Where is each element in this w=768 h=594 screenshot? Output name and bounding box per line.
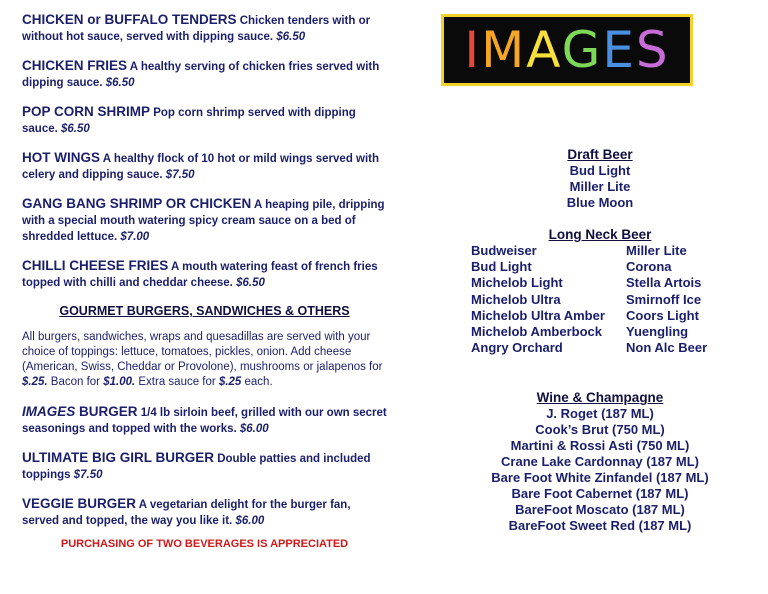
toppings-text-a: All burgers, sandwiches, wraps and quesadillas are served with your choice of toppings: lettuce, tomatoes, pickles, onion. Add cheese (American, Swiss, Cheddar or Provolone), mushrooms or jalapenos for	[22, 331, 383, 373]
sauce-price: $.25	[218, 376, 242, 388]
burger-desc: 1/4 lb sirloin beef, grilled with our own secret seasonings and topped with the works.	[22, 407, 387, 435]
menu-item-title: CHILLI CHEESE FRIES	[22, 258, 169, 273]
menu-item	[22, 150, 387, 183]
burger-title-italic: IMAGES	[22, 404, 76, 419]
bacon-price: $1.00.	[103, 376, 136, 388]
gourmet-section-title: GOURMET BURGERS, SANDWICHES & OTHERS	[59, 304, 350, 318]
menu-item-title: HOT WINGS	[22, 150, 100, 165]
menu-item	[22, 58, 387, 91]
burger-price: $6.00	[239, 423, 269, 435]
logo-letter: A	[526, 21, 562, 79]
menu-item-title: GANG BANG SHRIMP OR CHICKEN	[22, 196, 252, 211]
menu-item-desc: A healthy flock of 10 hot or mild wings served with celery and dipping sauce.	[22, 153, 380, 181]
draft-beer-title: Draft Beer	[567, 147, 633, 162]
menu-item-desc: Chicken tenders with or without hot sauce, served with dipping sauce.	[22, 15, 371, 43]
menu-item	[22, 104, 387, 137]
burger-price: $7.50	[73, 469, 103, 481]
images-logo	[441, 14, 693, 86]
burger-price: $6.00	[235, 515, 265, 527]
draft-beer-item: Blue Moon	[566, 195, 634, 210]
appetizers-column	[22, 12, 387, 550]
long-neck-item: Budweiser	[471, 243, 537, 258]
menu-item-title: CHICKEN or BUFFALO TENDERS	[22, 12, 237, 27]
draft-beer-list	[455, 163, 745, 211]
long-neck-title: Long Neck Beer	[548, 227, 652, 242]
toppings-paragraph	[22, 330, 387, 390]
draft-beer-item: Miller Lite	[569, 179, 631, 194]
long-neck-item: Non Alc Beer	[626, 340, 708, 356]
menu-item-title: POP CORN SHRIMP	[22, 104, 151, 119]
long-neck-item: Miller Lite	[626, 243, 687, 258]
menu-item-desc: Pop corn shrimp served with dipping sauce.	[22, 107, 356, 135]
long-neck-item: Smirnoff Ice	[626, 291, 702, 307]
logo-letter: S	[635, 21, 670, 79]
menu-item-price: $6.50	[236, 277, 265, 289]
logo-wordmark	[464, 21, 670, 79]
long-neck-item: Corona	[626, 259, 672, 275]
long-neck-list	[471, 243, 745, 356]
menu-item-price: $6.50	[276, 31, 306, 43]
draft-beer-item: Bud Light	[569, 163, 631, 178]
menu-item-price: $6.50	[105, 77, 135, 89]
toppings-text-c: Extra sauce for	[135, 376, 219, 388]
drinks-column	[455, 147, 745, 534]
menu-item-price: $7.00	[120, 231, 150, 243]
burger-desc: A vegetarian delight for the burger fan, served and topped, the way you like it.	[22, 499, 351, 527]
long-neck-item: Michelob Light	[471, 275, 563, 291]
menu-item-desc: A mouth watering feast of french fries topped with chilli and cheddar cheese.	[22, 261, 378, 289]
long-neck-item: Michelob Ultra Amber	[471, 307, 605, 323]
burger-item	[22, 496, 387, 529]
long-neck-item: Coors Light	[626, 307, 699, 323]
long-neck-item: Michelob Amberbock	[471, 324, 602, 340]
menu-item	[22, 12, 387, 45]
cheese-price: $.25.	[22, 376, 48, 388]
menu-item	[22, 196, 387, 245]
wine-item: BareFoot Sweet Red (187 ML)	[508, 518, 692, 534]
wine-item: Cook’s Brut (750 ML)	[535, 422, 665, 438]
long-neck-item: Angry Orchard	[471, 340, 563, 356]
wine-item: J. Roget (187 ML)	[546, 406, 654, 422]
toppings-text-b: Bacon for	[47, 376, 104, 388]
beverage-note: PURCHASING OF TWO BEVERAGES IS APPRECIATED	[60, 538, 349, 550]
burger-title: VEGGIE BURGER	[22, 496, 137, 511]
burger-item	[22, 404, 387, 437]
burger-title: ULTIMATE BIG GIRL BURGER	[22, 450, 214, 465]
burger-item	[22, 450, 387, 483]
toppings-text-d: each.	[241, 376, 273, 388]
wine-item: BareFoot Moscato (187 ML)	[515, 502, 685, 518]
wine-item: Martini & Rossi Asti (750 ML)	[510, 438, 690, 454]
logo-letter: I	[464, 21, 482, 79]
wine-list	[455, 406, 745, 534]
menu-item-desc: A healthy serving of chicken fries served with dipping sauce.	[22, 61, 380, 89]
wine-item: Crane Lake Cardonnay (187 ML)	[501, 454, 699, 470]
logo-letter: G	[561, 21, 603, 79]
menu-item-title: CHICKEN FRIES	[22, 58, 128, 73]
wine-item: Bare Foot White Zinfandel (187 ML)	[491, 470, 709, 486]
burger-title: BURGER	[75, 404, 138, 419]
menu-item-price: $6.50	[61, 123, 90, 135]
wine-item: Bare Foot Cabernet (187 ML)	[511, 486, 689, 502]
menu-item-price: $7.50	[165, 169, 195, 181]
logo-letter: E	[602, 21, 636, 79]
menu-item	[22, 258, 387, 291]
long-neck-item: Bud Light	[471, 259, 532, 275]
long-neck-item: Stella Artois	[626, 275, 702, 291]
menu-item-desc: A heaping pile, dripping with a special mouth watering spicy cream sauce on a bed of shredded lettuce.	[22, 199, 385, 243]
long-neck-item: Yuengling	[626, 324, 689, 340]
burger-desc: Double patties and included toppings	[22, 453, 371, 481]
long-neck-item: Michelob Ultra	[471, 291, 561, 307]
logo-letter: M	[481, 21, 527, 79]
wine-title: Wine & Champagne	[536, 390, 664, 406]
